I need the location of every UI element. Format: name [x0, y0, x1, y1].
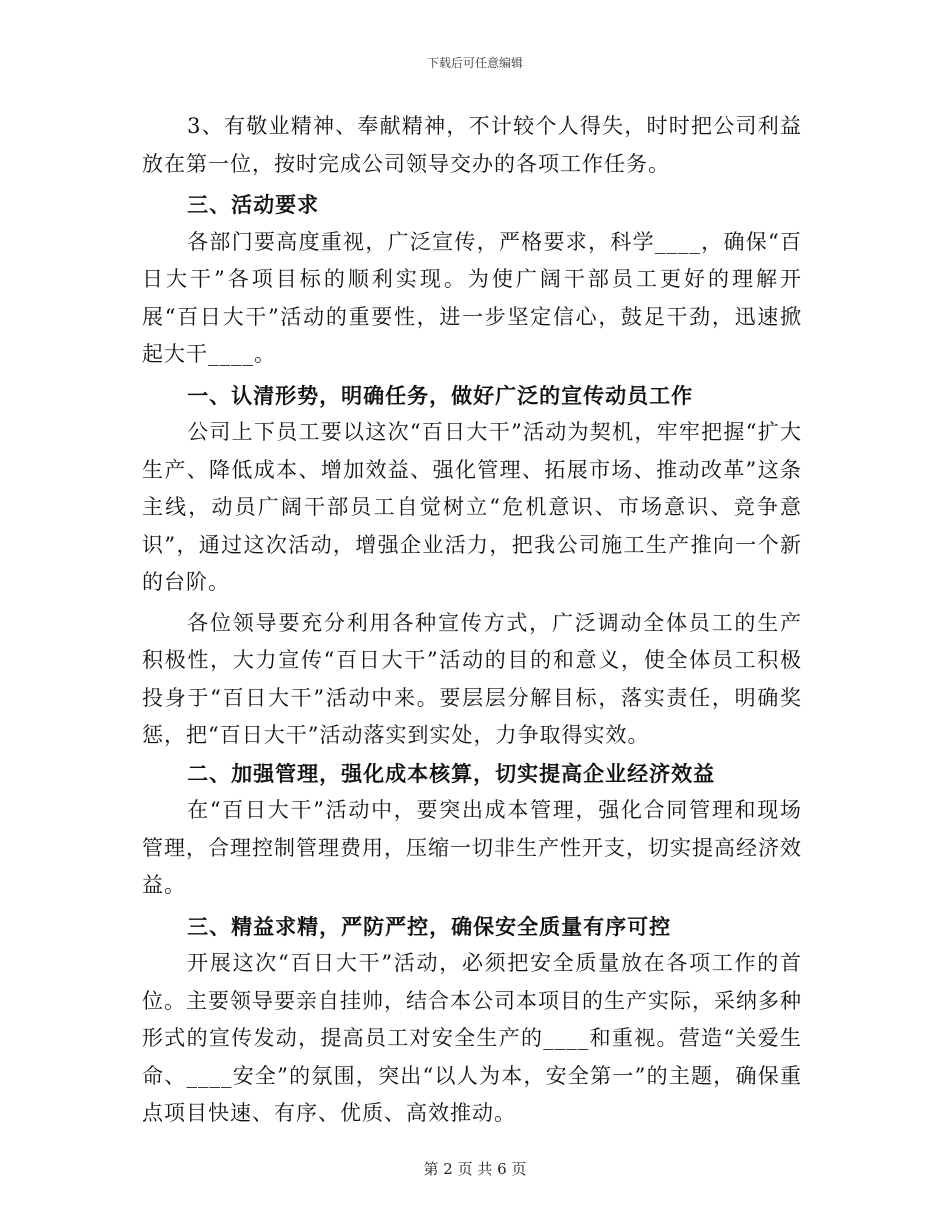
heading-activity-requirements: 三、活动要求 [187, 192, 320, 217]
heading-section-3: 三、精益求精，严防严控，确保安全质量有序可控 [187, 913, 672, 939]
document-body [142, 108, 802, 1133]
page-footer: 第 2 页 共 6 页 [423, 1160, 527, 1178]
heading-section-2: 二、加强管理，强化成本核算，切实提高企业经济效益 [187, 760, 716, 786]
paragraph-section-2: 在“百日大干”活动中，要突出成本管理，强化合同管理和现场管理，合理控制管理费用，压缩一切非生产性开支，切实提高经济效益。 [142, 798, 802, 897]
paragraph-section-1-b: 各位领导要充分利用各种宣传方式，广泛调动全体员工的生产积极性，大力宣传“百日大干”活动的目的和意义，使全体员工积极投身于“百日大干”活动中来。要层层分解目标，落实责任，明确奖惩，把“百日大干”活动落实到实处，力争取得实效。 [142, 610, 802, 747]
paragraph-section-3: 开展这次“百日大干”活动，必须把安全质量放在各项工作的首位。主要领导要亲自挂帅，结合本公司本项目的生产实际，采纳多种形式的宣传发动，提高员工对安全生产的____和重视。营造“关爱生命、____安全”的氛围，突出“以人为本，安全第一”的主题，确保重点项目快速、有序、优质、高效推动。 [142, 951, 802, 1125]
paragraph-activity-requirements: 各部门要高度重视，广泛宣传，严格要求，科学____，确保“百日大干”各项目标的顺利实现。为使广阔干部员工更好的理解开展“百日大干”活动的重要性，进一步坚定信心，鼓足干劲，迅速掀起大干____。 [142, 229, 802, 366]
paragraph-requirement-3: 3、有敬业精神、奉献精神，不计较个人得失，时时把公司利益放在第一位，按时完成公司领导交办的各项工作任务。 [142, 114, 802, 176]
paragraph-section-1-a: 公司上下员工要以这次“百日大干”活动为契机，牢牢把握“扩大生产、降低成本、增加效益、强化管理、拓展市场、推动改革”这条主线，动员广阔干部员工自觉树立“危机意识、市场意识、竞争意识”，通过这次活动，增强企业活力，把我公司施工生产推向一个新的台阶。 [142, 420, 802, 594]
page-header: 下载后可任意编辑 [426, 56, 523, 70]
heading-section-1: 一、认清形势，明确任务，做好广泛的宣传动员工作 [187, 382, 694, 408]
